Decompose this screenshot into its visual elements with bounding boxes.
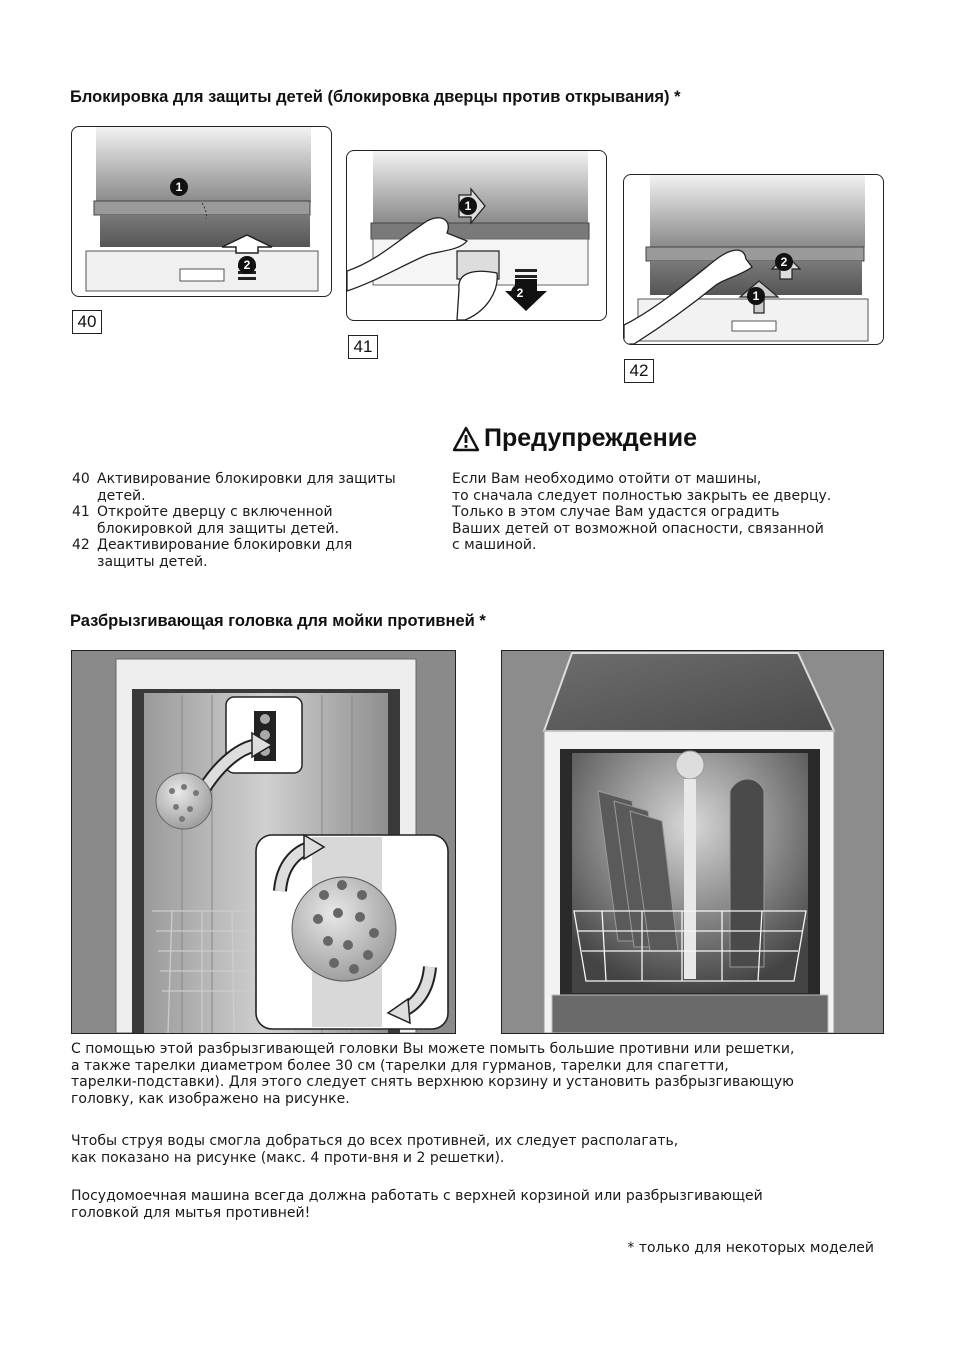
section-title-spray-head: Разбрызгивающая головка для мойки противней * xyxy=(70,612,486,630)
step-2-badge: 2 xyxy=(775,253,793,271)
dishwasher-with-trays-image xyxy=(501,650,884,1034)
figure-number-41: 41 xyxy=(348,335,378,359)
step-2-badge: 2 xyxy=(238,256,256,274)
paragraph-line: Чтобы струя воды смогла добраться до всех противней, их следует располагать, xyxy=(71,1133,679,1149)
caption-text: Деактивирование блокировки для защиты детей. xyxy=(97,537,353,570)
caption-item-42 xyxy=(72,537,382,570)
paragraph-line: головкой для мытья противней! xyxy=(71,1204,311,1221)
paragraph-line: как показано на рисунке (макс. 4 проти-вня и 2 решетки). xyxy=(71,1149,505,1166)
figure-number-40: 40 xyxy=(72,310,102,334)
paragraph-line: Посудомоечная машина всегда должна работать с верхней корзиной или разбрызгивающей xyxy=(71,1188,763,1204)
warning-line: Ваших детей от возможной опасности, связанной xyxy=(452,520,824,537)
warning-line: то сначала следует полностью закрыть ее дверцу. xyxy=(452,487,832,504)
caption-number: 40 xyxy=(72,471,90,487)
footnote-some-models: * только для некоторых моделей xyxy=(627,1240,874,1256)
paragraph-operation-note xyxy=(71,1188,891,1221)
caption-number: 41 xyxy=(72,504,90,520)
warning-title: Предупреждение xyxy=(484,424,698,452)
caption-item-40 xyxy=(72,471,417,504)
caption-item-41 xyxy=(72,504,372,537)
warning-line: Только в этом случае Вам удастся оградить xyxy=(452,504,780,520)
paragraph-line: С помощью этой разбрызгивающей головки Вы можете помыть большие противни или решетки, xyxy=(71,1041,795,1057)
caption-number: 42 xyxy=(72,537,90,553)
paragraph-spray-head-usage xyxy=(71,1041,891,1107)
warning-line: Если Вам необходимо отойти от машины, xyxy=(452,471,762,487)
warning-heading xyxy=(452,424,697,453)
figure-number-42: 42 xyxy=(624,359,654,383)
caption-text: Откройте дверцу с включенной блокировкой для защиты детей. xyxy=(97,504,340,537)
caption-text: Активирование блокировки для защиты детей. xyxy=(97,471,396,504)
paragraph-line: тарелки-подставки). Для этого следует снять верхнюю корзину и установить разбрызгивающую xyxy=(71,1074,794,1090)
step-1-badge: 1 xyxy=(170,178,188,196)
warning-line: с машиной. xyxy=(452,537,537,553)
step-2-badge: 2 xyxy=(511,284,529,302)
figure-40-image xyxy=(71,126,332,297)
paragraph-line: головку, как изображено на рисунке. xyxy=(71,1090,350,1107)
warning-text xyxy=(452,471,872,554)
figure-42-image xyxy=(623,174,884,345)
section-title-child-lock: Блокировка для защиты детей (блокировка дверцы против открывания) * xyxy=(70,88,681,106)
paragraph-line: а также тарелки диаметром более 30 см (тарелки для гурманов, тарелки для спагетти, xyxy=(71,1057,729,1074)
warning-triangle-icon xyxy=(452,426,480,452)
figure-41-image xyxy=(346,150,607,321)
step-1-badge: 1 xyxy=(459,197,477,215)
step-1-badge: 1 xyxy=(747,287,765,305)
spray-head-install-image xyxy=(71,650,456,1034)
paragraph-tray-placement xyxy=(71,1133,891,1166)
